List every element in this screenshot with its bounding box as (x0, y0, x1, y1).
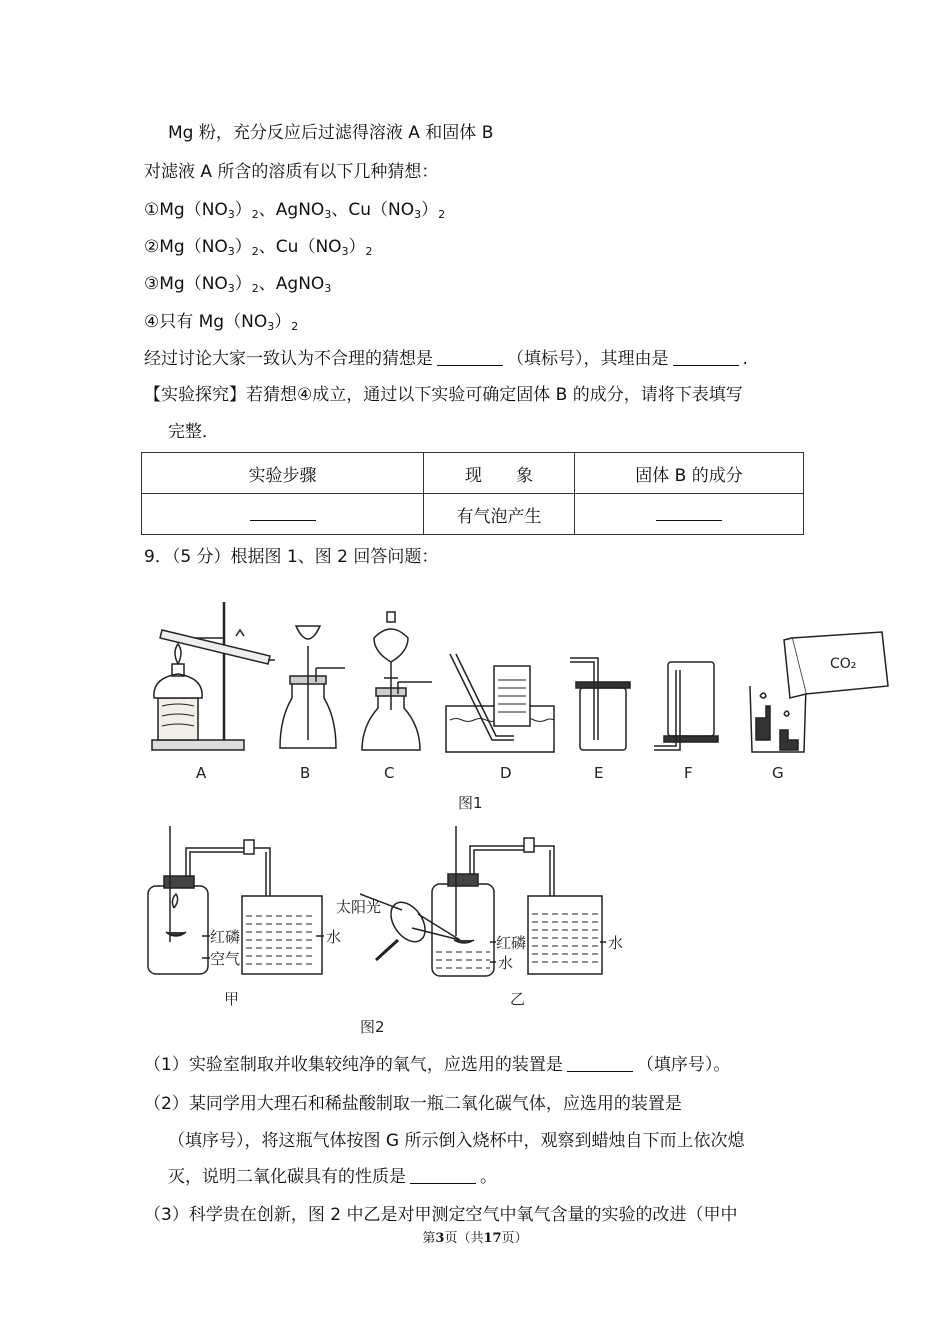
label-e: E (594, 764, 604, 782)
label-shui-yi-bottle: 水 (498, 954, 514, 972)
label-taiyangguang: 太阳光 (336, 898, 382, 916)
page-number: 第3页（共17页） (422, 1231, 528, 1246)
label-c: C (384, 764, 395, 782)
question-9-2-cont2: 灭，说明二氧化碳具有的性质是 。 (168, 1167, 497, 1187)
question-9-3: （3）科学贵在创新，图 2 中乙是对甲测定空气中氧气含量的实验的改进（甲中 (144, 1205, 738, 1225)
label-jia: 甲 (224, 990, 240, 1008)
question-9-2: （2）某同学用大理石和稀盐酸制取一瓶二氧化碳气体，应选用的装置是 (144, 1094, 682, 1114)
label-shui-yi-beaker: 水 (608, 934, 624, 952)
apparatus-a (152, 602, 275, 750)
label-yi: 乙 (510, 990, 526, 1008)
question-9: 9．（5 分）根据图 1、图 2 回答问题： (144, 547, 439, 567)
answer-blank[interactable] (673, 349, 739, 366)
question-9-2-cont: （填序号），将这瓶气体按图 G 所示倒入烧杯中，观察到蜡烛自下而上依次熄 (168, 1131, 745, 1151)
experiment-table (141, 452, 804, 535)
label-f: F (684, 764, 693, 782)
guess-2: $②Mg(NO_3)_2$、$Cu(NO_3)_2$ (144, 237, 373, 258)
experiment-line-cont: 完整． (168, 422, 219, 442)
answer-blank[interactable] (656, 504, 722, 521)
label-g: G (772, 764, 784, 782)
table-cell-phenomenon: 有气泡产生 (424, 494, 575, 535)
table-header-composition: 固体 B 的成分 (575, 453, 804, 494)
apparatus-b (280, 626, 345, 748)
label-hongling-yi: 红磷 (496, 934, 527, 952)
table-header-phenomenon: 现 象 (424, 453, 575, 494)
question-9-1: （1）实验室制取并收集较纯净的氧气，应选用的装置是 （填序号）。 (144, 1055, 731, 1075)
apparatus-d (446, 654, 554, 752)
answer-blank[interactable] (250, 504, 316, 521)
apparatus-yi (360, 826, 606, 976)
apparatus-e (570, 658, 630, 750)
label-shui-jia: 水 (326, 928, 342, 946)
answer-blank[interactable] (567, 1055, 633, 1072)
answer-blank[interactable] (437, 349, 503, 366)
label-d: D (500, 764, 512, 782)
apparatus-c (362, 612, 432, 750)
label-b: B (300, 764, 311, 782)
co2-label: CO₂ (830, 656, 857, 672)
discussion-line: 经过讨论大家一致认为不合理的猜想是 （填标号），其理由是 . (144, 349, 748, 369)
label-kongqi: 空气 (210, 950, 241, 968)
figure-2 (140, 812, 660, 1038)
answer-blank[interactable] (410, 1167, 476, 1184)
guess-3: $③Mg(NO_3)_2$、AgNO$_3$ (144, 274, 332, 295)
experiment-line: 【实验探究】若猜想④成立，通过以下实验可确定固体 B 的成分，请将下表填写 (144, 385, 743, 405)
guess-1: $①Mg(NO_3)_2$、AgNO$_3$、$Cu(NO_3)_2$ (144, 200, 446, 221)
table-header-steps: 实验步骤 (142, 453, 424, 494)
table-cell-steps[interactable] (142, 494, 424, 535)
table-cell-composition[interactable] (575, 494, 804, 535)
figure-1 (140, 590, 857, 815)
guess-4: ④只有 $Mg(NO_3)_2$ (144, 312, 299, 333)
apparatus-f (654, 662, 718, 750)
figure-2-caption: 图2 (360, 1018, 385, 1036)
guess-intro: 对滤液 A 所含的溶质有以下几种猜想： (144, 162, 439, 182)
apparatus-g (750, 632, 888, 752)
label-hongling-jia: 红磷 (210, 928, 241, 946)
figure-1-caption: 图1 (458, 794, 483, 812)
label-a: A (196, 764, 207, 782)
line-continuation: Mg 粉，充分反应后过滤得溶液 A 和固体 B (168, 123, 494, 143)
